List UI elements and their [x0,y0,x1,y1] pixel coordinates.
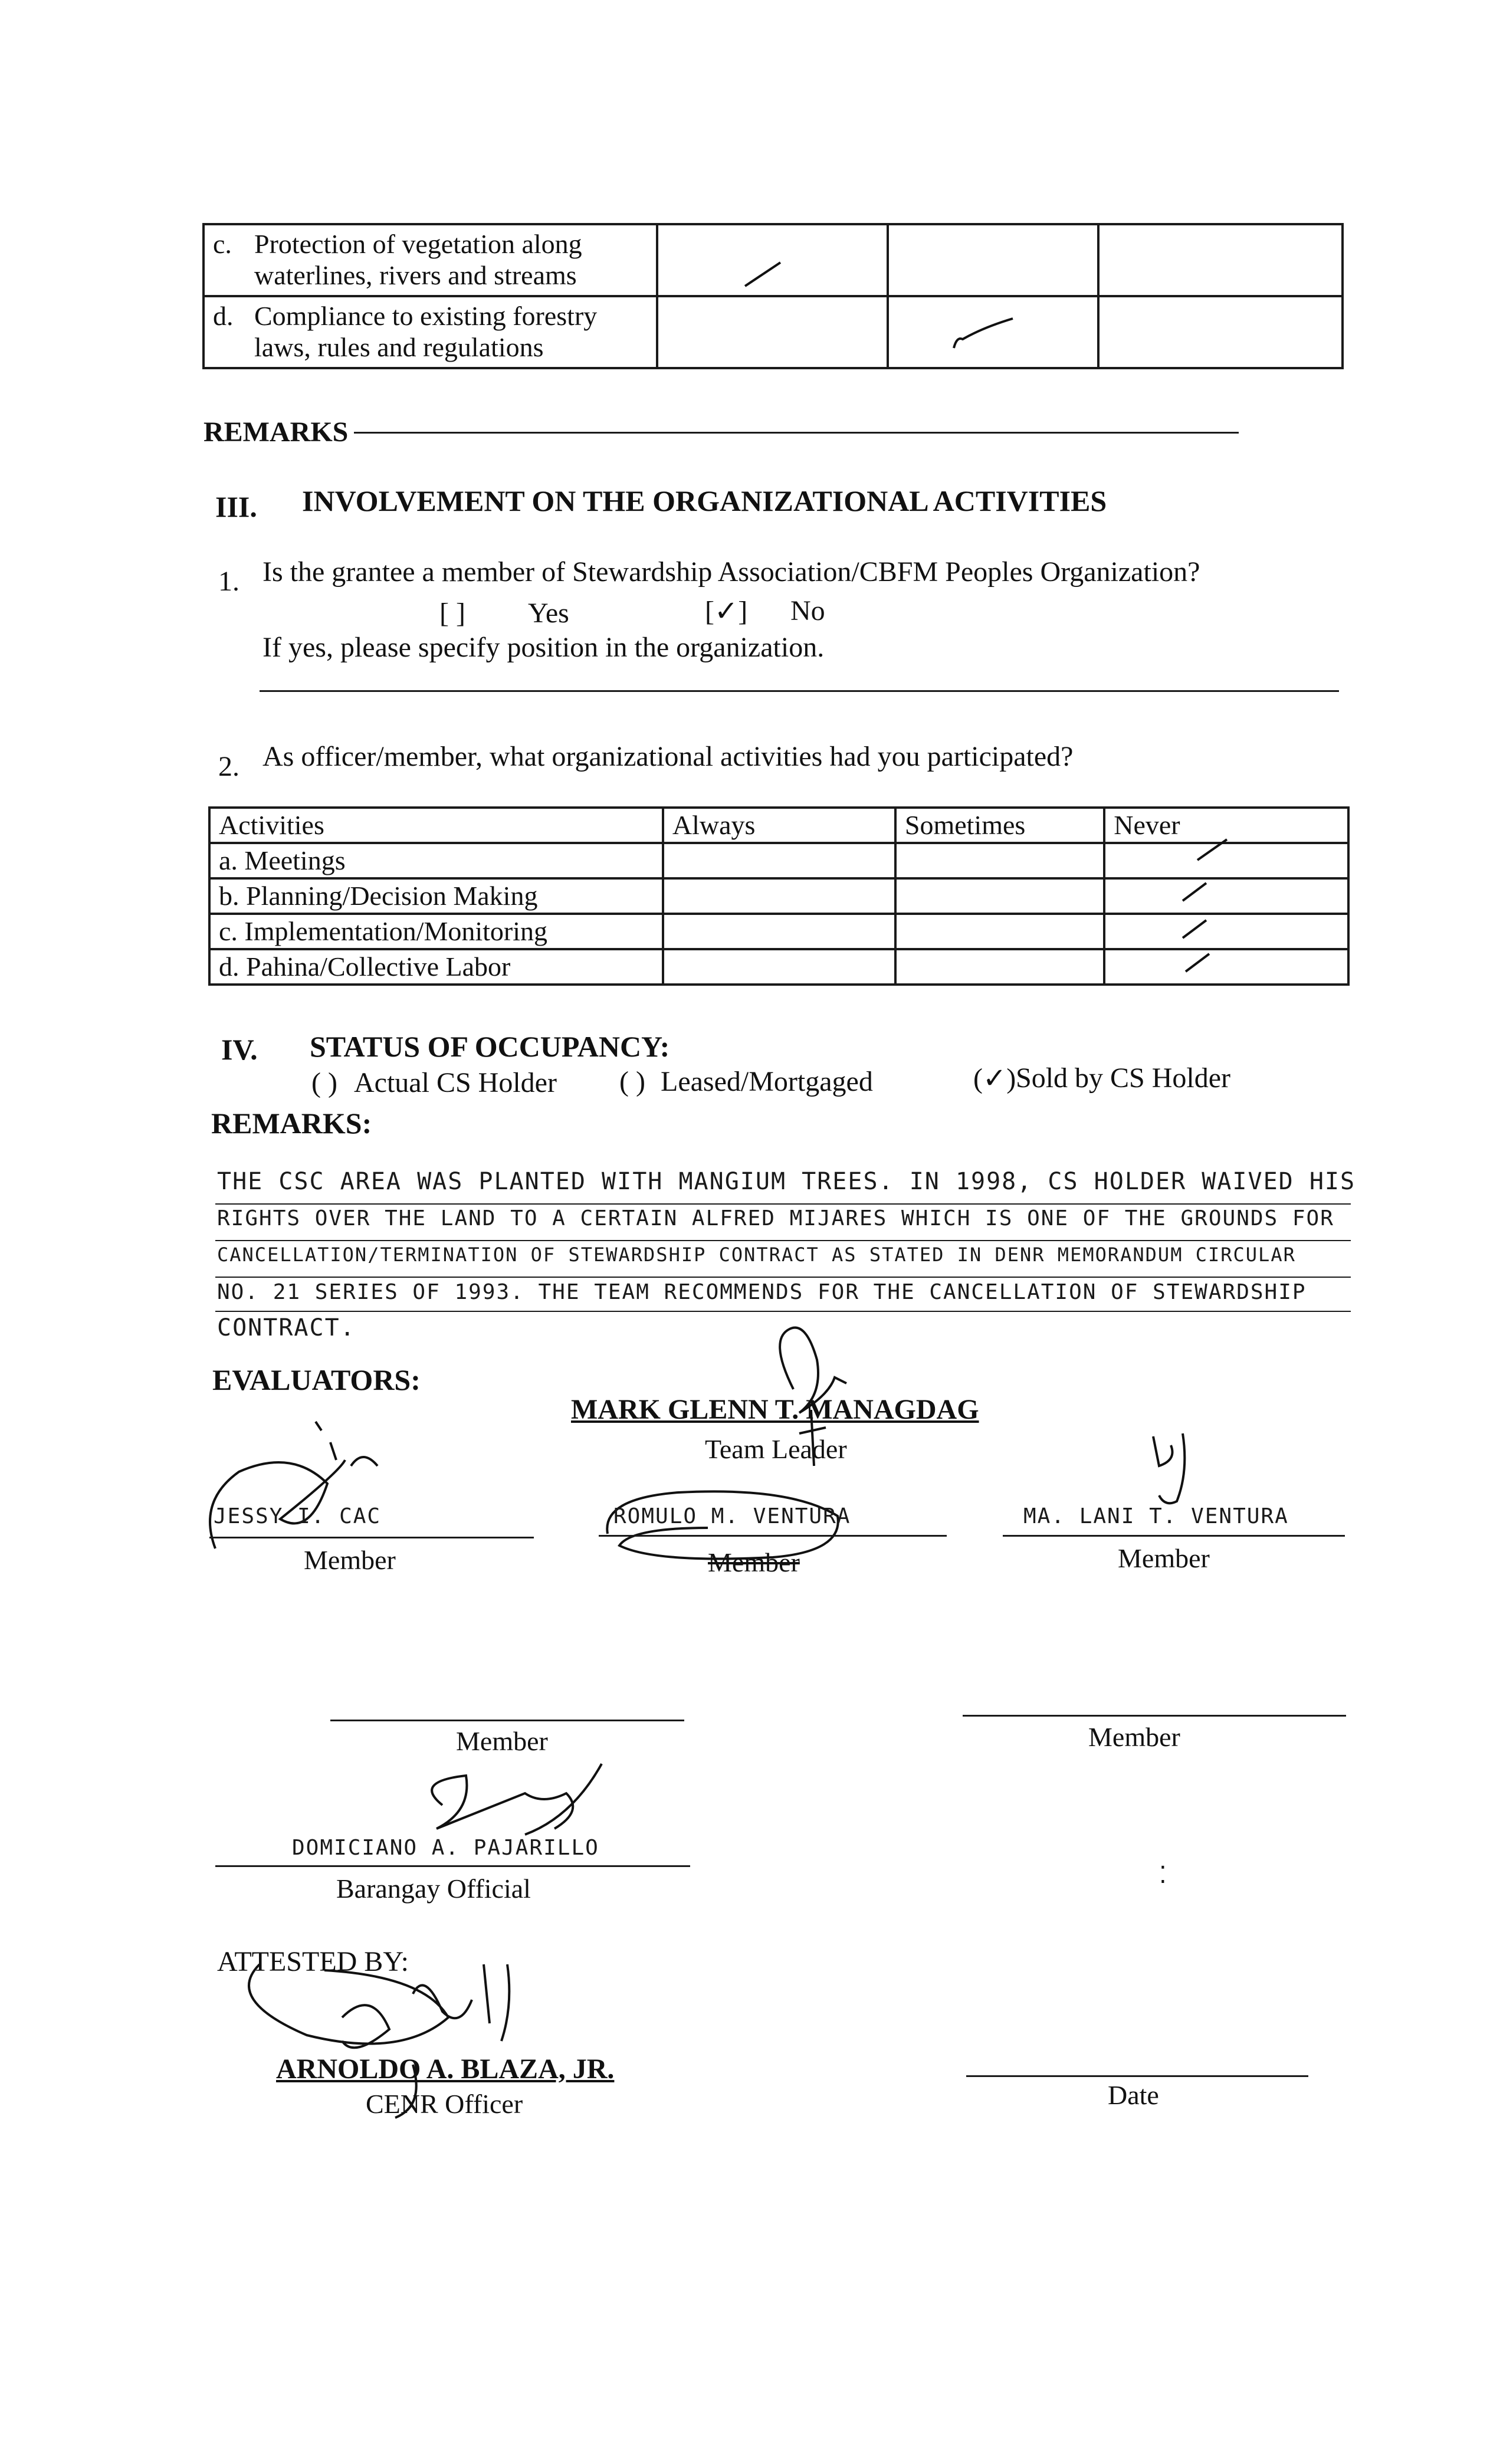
remarks-label: REMARKS: [211,1107,372,1140]
row-label-line1: Protection of vegetation along [254,229,582,260]
signature-line [209,1537,534,1538]
cenr-officer-role: CENR Officer [366,2089,523,2119]
position-line [260,690,1339,692]
cenr-officer-name: ARNOLDO A. BLAZA, JR. [276,2053,615,2085]
cell-c-col2 [888,224,1098,296]
question-text: As officer/member, what organizational activities had you participated? [262,741,1074,772]
cell [663,914,895,949]
evaluators-label: EVALUATORS: [212,1363,421,1396]
checkmark-icon [1180,880,1209,904]
section-title: INVOLVEMENT ON THE ORGANIZATIONAL ACTIVITIES [302,484,1107,517]
activity-label: d. Pahina/Collective Labor [209,949,663,985]
team-leader-role: Team Leader [705,1434,847,1464]
table-row [209,878,1348,914]
member-role: Member [1088,1722,1180,1752]
row-letter: d. [213,301,234,332]
question-number: 2. [218,751,239,782]
signature-member-3 [1135,1431,1206,1513]
followup-text: If yes, please specify position in the organization. [262,632,825,663]
column-header-sometimes: Sometimes [895,808,1104,843]
table-row [204,296,1343,368]
team-leader-name: MARK GLENN T. MANAGDAG [571,1394,979,1425]
member-role: Member [708,1547,800,1577]
checkmark-icon [1180,917,1209,941]
ink-mark: ⁚ [1159,1862,1167,1888]
no-checkbox[interactable]: [✓] [705,596,748,627]
cell [1104,914,1348,949]
remarks-line [354,432,1239,434]
checkmark-icon [742,260,783,289]
member-name: JESSY I. CAC [214,1504,382,1528]
cell-d-col1 [657,296,888,368]
option-actual-label: Actual CS Holder [354,1067,557,1098]
signature-line [215,1865,690,1867]
remarks-handwritten-line: CONTRACT. [217,1314,356,1341]
member-role: Member [456,1726,548,1756]
no-label: No [790,595,825,626]
activity-label: c. Implementation/Monitoring [209,914,663,949]
checkmark-icon [1194,836,1230,863]
column-header-always: Always [663,808,895,843]
cell [1104,878,1348,914]
remarks-handwritten-line: NO. 21 SERIES OF 1993. THE TEAM RECOMMENDS FOR THE CANCELLATION OF STEWARDSHIP [217,1280,1307,1304]
cell [663,949,895,985]
option-actual-box[interactable]: ( ) [311,1067,337,1098]
option-sold-label: Sold by CS Holder [1016,1062,1231,1094]
date-label: Date [1108,2080,1159,2110]
cell-c-col3 [1098,224,1343,296]
column-header-never: Never [1104,808,1348,843]
question-number: 1. [218,566,239,597]
checkmark-icon [1183,951,1212,975]
row-label-d [204,296,657,368]
column-header-activities: Activities [209,808,663,843]
option-leased-box[interactable]: ( ) [619,1066,645,1097]
table-row [209,843,1348,878]
cell [895,878,1104,914]
section-number: III. [215,490,257,523]
signature-line [963,1715,1346,1717]
remarks-line [215,1240,1351,1241]
member-role: Member [1118,1543,1210,1573]
row-letter: c. [213,229,232,260]
remarks-handwritten-line: CANCELLATION/TERMINATION OF STEWARDSHIP CONTRACT AS STATED IN DENR MEMORANDUM CIRCULAR [217,1244,1296,1266]
option-sold-box[interactable]: (✓) [973,1063,1016,1094]
activity-label: b. Planning/Decision Making [209,878,663,914]
section-title: STATUS OF OCCUPANCY: [310,1030,670,1063]
question-text: Is the grantee a member of Stewardship Association/CBFM Peoples Organization? [262,556,1200,588]
member-name: ROMULO M. VENTURA [613,1504,851,1528]
member-name: MA. LANI T. VENTURA [1023,1504,1289,1528]
cell [895,843,1104,878]
cell [1104,949,1348,985]
activity-label: a. Meetings [209,843,663,878]
table-row [209,949,1348,985]
remarks-handwritten-line: RIGHTS OVER THE LAND TO A CERTAIN ALFRED MIJARES WHICH IS ONE OF THE GROUNDS FOR [217,1206,1334,1231]
cell [895,949,1104,985]
cell [663,878,895,914]
signature-line [330,1720,684,1721]
yes-checkbox[interactable]: [ ] [439,598,465,629]
attested-by-label: ATTESTED BY: [217,1946,409,1977]
activities-table [208,806,1350,986]
option-leased-label: Leased/Mortgaged [661,1066,873,1097]
remarks-line [215,1277,1351,1278]
table-row [209,914,1348,949]
barangay-official-role: Barangay Official [336,1874,531,1904]
cell-d-col3 [1098,296,1343,368]
checkmark-icon [951,316,1016,351]
barangay-official-name: DOMICIANO A. PAJARILLO [292,1836,599,1860]
remarks-handwritten-line: THE CSC AREA WAS PLANTED WITH MANGIUM TREES. IN 1998, CS HOLDER WAIVED HIS [217,1168,1356,1195]
signature-line [599,1535,947,1537]
remarks-label: REMARKS [204,416,349,448]
compliance-table [202,223,1344,369]
row-label-line2: waterlines, rivers and streams [254,260,577,290]
row-label-line2: laws, rules and regulations [254,332,544,362]
cell [663,843,895,878]
cell [895,914,1104,949]
row-label-c [204,224,657,296]
section-number: IV. [221,1033,258,1066]
signature-line [1003,1535,1345,1537]
date-line [966,2075,1308,2077]
row-label-line1: Compliance to existing forestry [254,301,598,332]
yes-label: Yes [528,598,569,629]
table-header-row [209,808,1348,843]
member-role: Member [304,1545,396,1575]
remarks-line [215,1203,1351,1205]
